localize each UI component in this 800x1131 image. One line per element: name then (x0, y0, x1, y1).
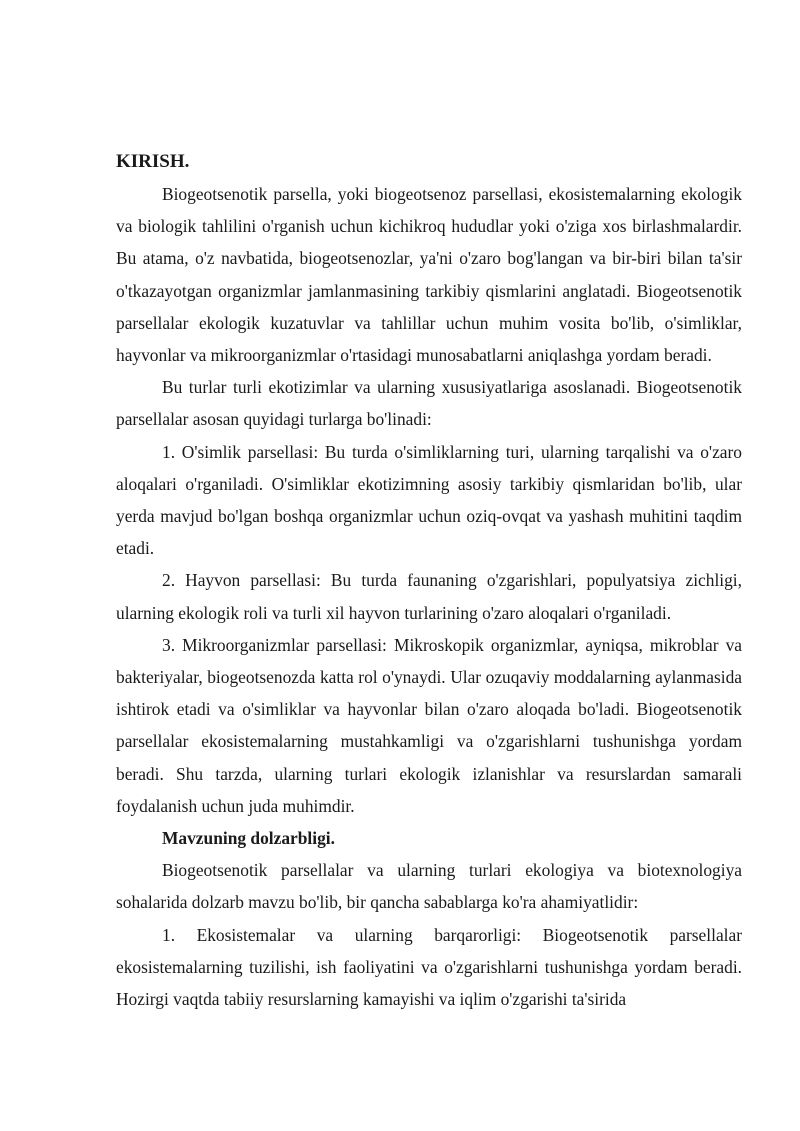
paragraph-intro: Biogeotsenotik parsella, yoki biogeotsenoz parsellasi, ekosistemalarning ekologik va biologik tahlilini o'rganish uchun kichikroq hududlar yoki o'ziga xos birlashmalardir. Bu atama, o'z navbatida, biogeotsenozlar, ya'ni o'zaro bog'langan va bir-biri bilan ta'sir o'tkazayotgan organizmlar jamlanmasining tarkibiy qismlarini anglatadi. Biogeotsenotik parsellalar ekologik kuzatuvlar va tahlillar uchun muhim vosita bo'lib, o'simliklar, hayvonlar va mikroorganizmlar o'rtasidagi munosabatlarni aniqlashga yordam beradi. (116, 184, 742, 366)
paragraph-ecosystem-stability: 1. Ekosistemalar va ularning barqarorligi: Biogeotsenotik parsellalar ekosistemalarning tuzilishi, ish faoliyatini va o'zgarishlarni tushunishga yordam beradi. Hozirgi vaqtda tabiiy resurslarning kamayishi va iqlim o'zgarishi ta'sirida (116, 924, 742, 1010)
paragraph-plant-parcel: 1. O'simlik parsellasi: Bu turda o'simliklarning turi, ularning tarqalishi va o'zaro aloqalari o'rganiladi. O'simliklar ekotizimning asosiy tarkibiy qismlaridan bo'lib, ular yerda mavjud bo'lgan boshqa organizmlar uchun oziq-ovqat va yashash muhitini taqdim etadi. (116, 441, 742, 559)
paragraph-types-intro: Bu turlar turli ekotizimlar va ularning xususiyatlariga asoslanadi. Biogeotsenotik parsellalar asosan quyidagi turlarga bo'linadi: (116, 377, 742, 430)
section-heading: KIRISH. (116, 151, 190, 172)
paragraph-animal-parcel: 2. Hayvon parsellasi: Bu turda faunaning o'zgarishlari, populyatsiya zichligi, ularning ekologik roli va turli xil hayvon turlarining o'zaro aloqalari o'rganiladi. (116, 570, 742, 623)
paragraph-microorganism-parcel: 3. Mikroorganizmlar parsellasi: Mikroskopik organizmlar, ayniqsa, mikroblar va bakteriyalar, biogeotsenozda katta rol o'ynaydi. Ular ozuqaviy moddalarning aylanmasida ishtirok etadi va o'simliklar va hayvonlar bilan o'zaro aloqada bo'ladi. Biogeotsenotik parsellalar ekosistemalarning mustahkamligi va o'zgarishlarni tushunishga yordam beradi. Shu tarzda, ularning turlari ekologik izlanishlar va resurslardan samarali foydalanish uchun juda muhimdir. (116, 634, 742, 816)
document-page (116, 146, 742, 1015)
subheading-relevance: Mavzuning dolzarbligi. (162, 828, 335, 849)
paragraph-relevance: Biogeotsenotik parsellalar va ularning turlari ekologiya va biotexnologiya sohalarida dolzarb mavzu bo'lib, bir qancha sabablarga ko'ra ahamiyatlidir: (116, 860, 742, 913)
